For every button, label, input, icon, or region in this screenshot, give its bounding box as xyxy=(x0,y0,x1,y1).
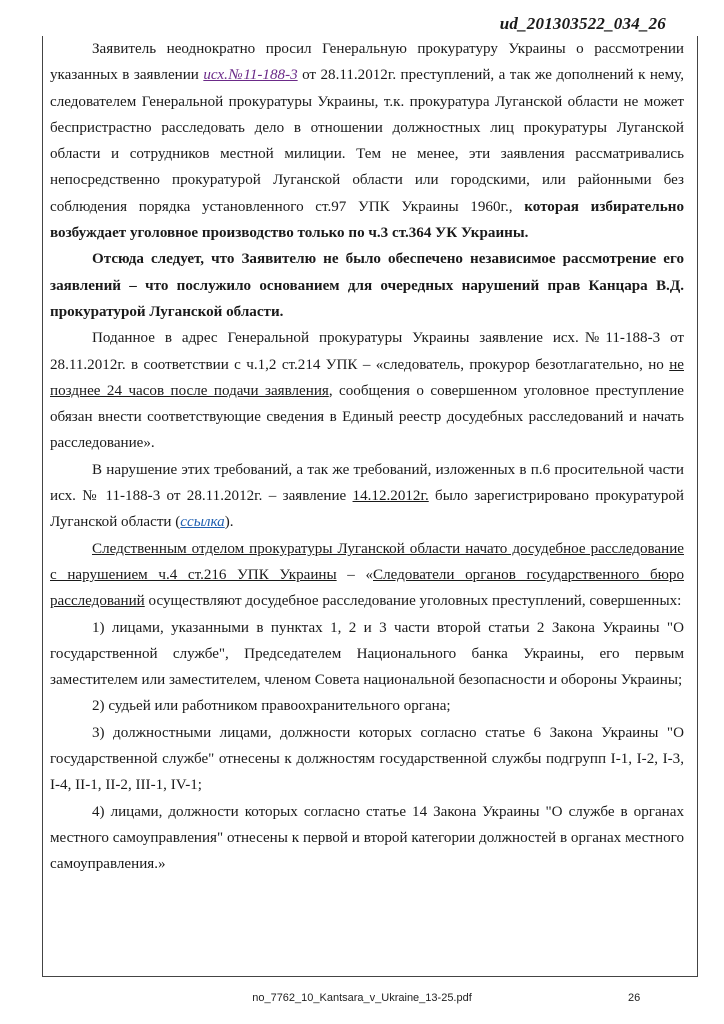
paragraph-5 xyxy=(50,536,684,615)
paragraph-5-text-b: осуществляют досудебное расследование уголовных преступлений, совершенных: xyxy=(144,593,682,610)
list-item: 2) судьей или работником правоохранительного органа; xyxy=(92,698,451,715)
document-id: ud_201303522_034_26 xyxy=(499,14,666,33)
paragraph-3-text-b: , сообщения о совершенном уголовное преступление обязан внести соответствующие сведения в Единый реестр досудебных расследований и начать расследование». xyxy=(50,382,684,452)
paragraph-1-text-b: от 28.11.2012г. преступлений, а так же дополнений к нему, следователем Генеральной прокуратуры Украины, т.к. прокуратура Луганской области не может беспристрастно расследовать дело в отношении должностных лиц прокуратуры Луганской области и сотрудников местной милиции. Тем не менее, эти заявления рассматривались непосредственно прокуратурой Луганской области или городскими, или районными без соблюдения порядка установленного ст.97 УПК Украины 1960г., xyxy=(50,67,684,215)
page-border-bottom xyxy=(42,976,698,977)
page-border-left xyxy=(42,36,43,977)
paragraph-1 xyxy=(50,36,684,246)
paragraph-3 xyxy=(50,325,684,456)
list-item: 4) лицами, должности которых согласно статье 14 Закона Украины "О службе в органах местного самоуправления" отнесены к первой и второй категории должностей в органах местного самоуправления.» xyxy=(50,803,684,873)
paragraph-3-text-a: Поданное в адрес Генеральной прокуратуры Украины заявление исх.№11-188-3 от 28.11.2012г. в соответствии с ч.1,2 ст.214 УПК – «следователь, прокурор безотлагательно, но xyxy=(50,330,684,373)
paragraph-2: Отсюда следует, что Заявителю не было обеспечено независимое рассмотрение его заявлений – что послужило основанием для очередных нарушений прав Канцара В.Д. прокуратурой Луганской области. xyxy=(50,251,684,320)
paragraph-1-bold: которая избирательно возбуждает уголовное производство только по ч.3 ст.364 УК Украины. xyxy=(50,198,684,242)
paragraph-4 xyxy=(50,457,684,536)
registration-link[interactable]: ссылка xyxy=(180,514,225,531)
paragraph-4-text-c: ). xyxy=(224,514,234,531)
paragraph-5-underlined-b: Следователи органов государственного бюро расследований xyxy=(50,566,685,610)
paragraph-4-text-b: было зарегистрировано прокуратурой Луганской области ( xyxy=(50,488,685,531)
paragraph-3-underlined: не позднее 24 часов после подачи заявления xyxy=(50,356,684,399)
case-reference-link[interactable]: исх.№11-188-3 xyxy=(203,67,298,84)
page-border-right xyxy=(697,36,698,977)
document-body xyxy=(50,36,684,878)
list-item: 1) лицами, указанными в пунктах 1, 2 и 3 части второй статьи 2 Закона Украины "О государственной службе", Председателем Национального банка Украины, его первым заместителем или заместителем, членом Совета национальной безопасности и обороны Украины; xyxy=(50,619,684,689)
page-number: 26 xyxy=(628,992,641,1004)
paragraph-5-underlined-a: Следственным отделом прокуратуры Луганской области начато досудебное расследование с нарушением ч.4 ст.216 УПК Украины xyxy=(50,540,684,583)
footer-filename: no_7762_10_Kantsara_v_Ukraine_13-25.pdf xyxy=(252,992,472,1004)
paragraph-4-text-a: В нарушение этих требований, а так же требований, изложенных в п.6 просительной части исх. № 11-188-3 от 28.11.2012г. – заявление xyxy=(50,461,684,505)
list-item: 3) должностными лицами, должности которых согласно статье 6 Закона Украины "О государственной службе" отнесены к должностям государственной службы подгрупп I-1, I-2, I-3, I-4, II-1, II-2, III-1, IV-1; xyxy=(50,724,684,794)
paragraph-5-text-a: – « xyxy=(336,566,373,583)
paragraph-1-text-a: Заявитель неоднократно просил Генеральную прокуратуру Украины о рассмотрении указанных в заявлении xyxy=(50,41,684,84)
paragraph-4-date: 14.12.2012г. xyxy=(352,488,429,505)
